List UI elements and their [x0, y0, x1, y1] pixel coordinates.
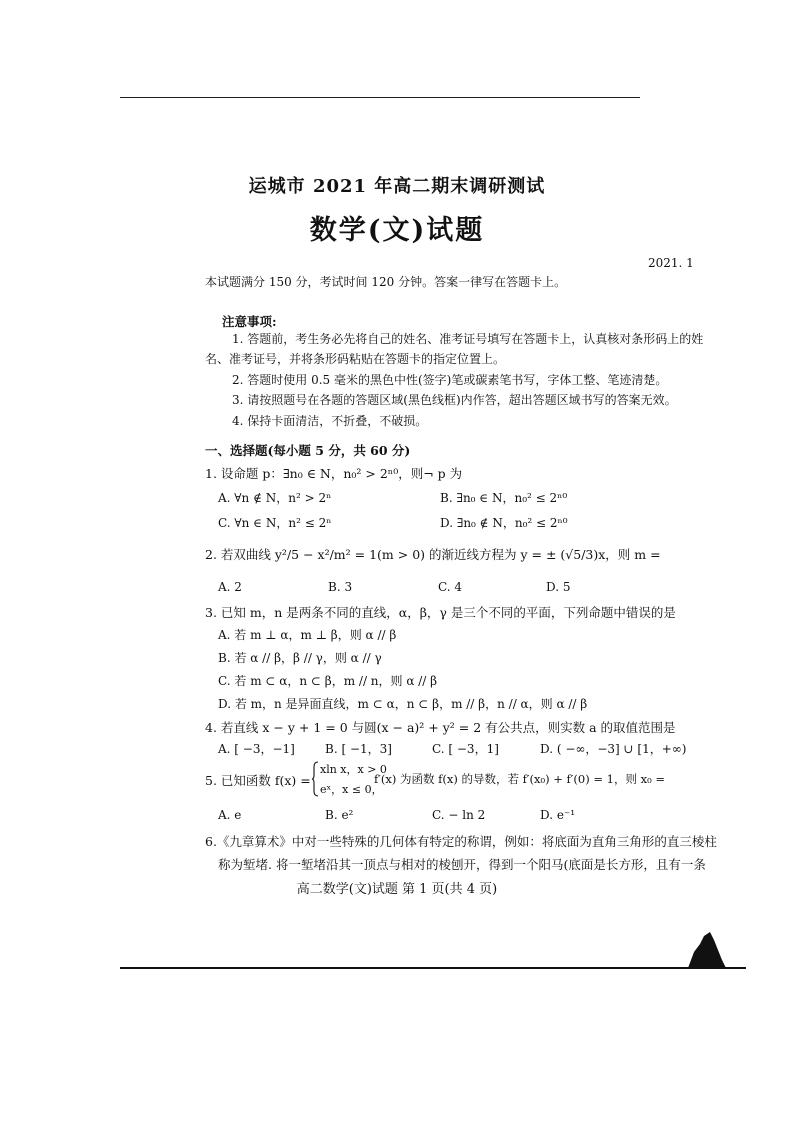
question-5-option-a: A. e: [218, 808, 242, 822]
question-5-option-d: D. e⁻¹: [540, 808, 576, 822]
bottom-rule: [120, 967, 746, 969]
subject-title: 数学(文)试题: [309, 215, 485, 246]
question-5-stem-tail: f′(x) 为函数 f(x) 的导数，若 f′(x₀) + f′(0) = 1，则 x₀ =: [374, 772, 666, 786]
question-5-stem-lead: 5. 已知函数 f(x) =: [205, 773, 311, 788]
question-3-option-d: D. 若 m，n 是异面直线，m ⊂ α，n ⊂ β，m // β，n // α，则 α // β: [218, 697, 588, 711]
question-4-option-d: D. ( −∞，−3] ∪ [1，+∞): [540, 742, 687, 756]
question-3-option-c: C. 若 m ⊂ α，n ⊂ β，m // n，则 α // β: [218, 674, 438, 688]
top-rule: [120, 97, 640, 98]
page-footer: 高二数学(文)试题 第 1 页(共 4 页): [296, 882, 498, 897]
question-3-option-b: B. 若 α // β，β // γ，则 α // γ: [218, 651, 382, 665]
question-1-option-a: A. ∀n ∉ N，n² > 2ⁿ: [218, 491, 332, 505]
exam-title: 运城市 2021 年高二期末调研测试: [248, 176, 546, 197]
question-6-line-2: 称为堑堵. 将一堑堵沿其一顶点与相对的棱刨开，得到一个阳马(底面是长方形，且有一条: [218, 857, 706, 872]
question-5-option-b: B. e²: [325, 808, 354, 822]
question-2-option-c: C. 4: [438, 580, 463, 594]
question-5-case-2: eˣ，x ≤ 0，: [320, 783, 383, 796]
notice-line-3: 3. 请按照题号在各题的答题区域(黑色线框)内作答，超出答题区域书写的答案无效。: [232, 393, 677, 407]
question-3-option-a: A. 若 m ⊥ α，m ⊥ β，则 α // β: [218, 628, 397, 642]
notice-line-1-cont: 名、准考证号，并将条形码粘贴在答题卡的指定位置上。: [205, 352, 506, 366]
question-5-case-1: xln x，x > 0: [320, 763, 387, 776]
question-4-stem: 4. 若直线 x − y + 1 = 0 与圆(x − a)² + y² = 2 有公共点，则实数 a 的取值范围是: [205, 720, 676, 735]
section-heading: 一、选择题(每小题 5 分，共 60 分): [205, 443, 411, 458]
question-1-option-b: B. ∃n₀ ∈ N，n₀² ≤ 2ⁿ⁰: [440, 491, 568, 505]
question-2-option-a: A. 2: [218, 580, 242, 594]
question-2-stem: 2. 若双曲线 y²/5 − x²/m² = 1(m > 0) 的渐近线方程为 y = ± (√5/3)x，则 m =: [205, 547, 661, 562]
question-3-stem: 3. 已知 m，n 是两条不同的直线，α，β，γ 是三个不同的平面，下列命题中错误的是: [205, 605, 676, 620]
scan-mark-icon: [686, 930, 726, 968]
question-1-option-d: D. ∃n₀ ∉ N，n₀² ≤ 2ⁿ⁰: [440, 516, 568, 530]
brace-icon: [311, 761, 319, 797]
exam-intro: 本试题满分 150 分，考试时间 120 分钟。答案一律写在答题卡上。: [205, 275, 567, 289]
question-4-option-b: B. [ −1，3]: [325, 742, 392, 756]
exam-date: 2021. 1: [648, 256, 694, 270]
question-4-option-a: A. [ −3，−1]: [218, 742, 295, 756]
question-1-option-c: C. ∀n ∈ N，n² ≤ 2ⁿ: [218, 516, 332, 530]
question-6-line-1: 6.《九章算术》中对一些特殊的几何体有特定的称谓，例如：将底面为直角三角形的直三棱柱: [205, 834, 717, 849]
question-2-option-b: B. 3: [328, 580, 353, 594]
notice-line-1: 1. 答题前，考生务必先将自己的姓名、准考证号填写在答题卡上，认真核对条形码上的姓: [232, 332, 704, 346]
question-2-option-d: D. 5: [546, 580, 571, 594]
question-5-brace: [311, 761, 319, 797]
notice-heading: 注意事项:: [222, 314, 277, 329]
notice-line-4: 4. 保持卡面清洁，不折叠，不破损。: [232, 414, 428, 428]
question-4-option-c: C. [ −3，1]: [432, 742, 499, 756]
question-5-option-c: C. − ln 2: [432, 808, 486, 822]
question-1-stem: 1. 设命题 p：∃n₀ ∈ N，n₀² > 2ⁿ⁰，则¬ p 为: [205, 466, 463, 481]
notice-line-2: 2. 答题时使用 0.5 毫米的黑色中性(签字)笔或碳素笔书写，字体工整、笔迹清楚。: [232, 373, 668, 387]
